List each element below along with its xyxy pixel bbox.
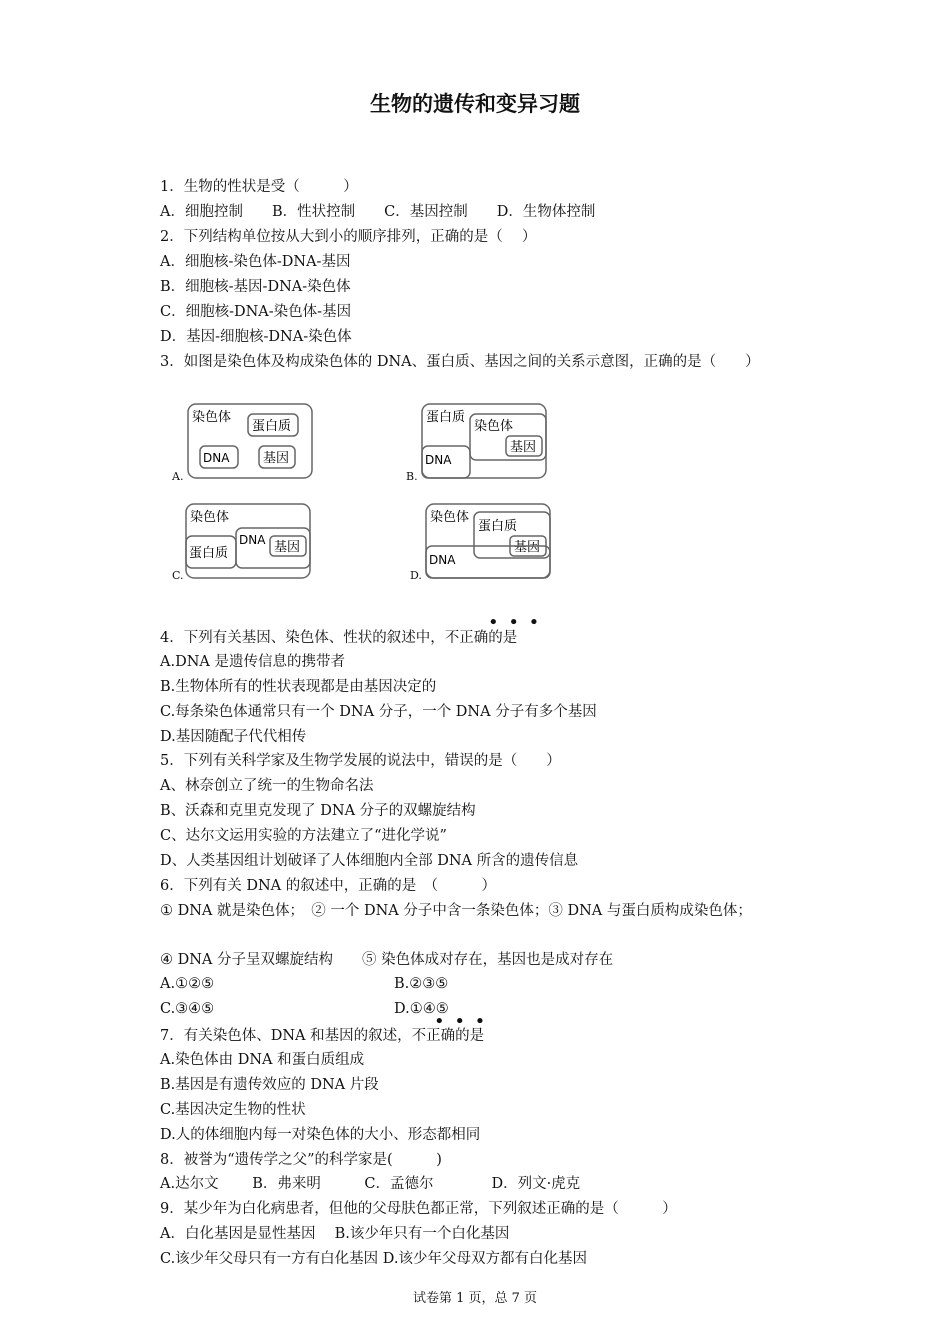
question-6-statements-2: ④ DNA 分子呈双螺旋结构 ⑤ 染色体成对存在，基因也是成对存在 bbox=[160, 952, 614, 968]
question-6-option-c: C.③④⑤ bbox=[160, 1001, 215, 1017]
emphasis-dots: • • • bbox=[434, 1011, 488, 1032]
label-gene: 基因 bbox=[274, 540, 301, 555]
label-dna: DNA bbox=[429, 553, 456, 567]
question-9-stem: 9．某少年为白化病患者，但他的父母肤色都正常，下列叙述正确的是（ ） bbox=[160, 1201, 677, 1217]
question-2-option-b: B．细胞核-基因-DNA-染色体 bbox=[160, 279, 351, 295]
label-gene: 基因 bbox=[263, 451, 290, 466]
question-7-option-b: B.基因是有遗传效应的 DNA 片段 bbox=[160, 1077, 379, 1093]
diagram-a-label: A. bbox=[172, 470, 184, 483]
label-chromosome: 染色体 bbox=[190, 510, 230, 525]
question-7-option-c: C.基因决定生物的性状 bbox=[160, 1102, 306, 1118]
question-7-option-d: D.人的体细胞内每一对染色体的大小、形态都相同 bbox=[160, 1127, 481, 1143]
question-8-options: A.达尔文 B．弗来明 C．孟德尔 D．列文·虎克 bbox=[160, 1176, 581, 1192]
label-protein: 蛋白质 bbox=[478, 519, 518, 534]
question-8-stem: 8．被誉为“遗传学之父”的科学家是( ) bbox=[160, 1152, 442, 1168]
question-4-stem: 4．下列有关基因、染色体、性状的叙述中，不正确的是 bbox=[160, 630, 518, 646]
question-6-option-b: B.②③⑤ bbox=[394, 976, 449, 992]
question-2-option-a: A．细胞核-染色体-DNA-基因 bbox=[160, 254, 351, 270]
question-5-option-b: B、沃森和克里克发现了 DNA 分子的双螺旋结构 bbox=[160, 803, 476, 819]
question-4-option-b: B.生物体所有的性状表现都是由基因决定的 bbox=[160, 679, 437, 695]
question-4-option-a: A.DNA 是遗传信息的携带者 bbox=[160, 654, 345, 670]
question-9-options-1: A．白化基因是显性基因 B.该少年只有一个白化基因 bbox=[160, 1226, 510, 1242]
question-6-option-d: D.①④⑤ bbox=[394, 1001, 449, 1017]
label-protein: 蛋白质 bbox=[189, 546, 229, 561]
question-6-statements-1: ① DNA 就是染色体； ② 一个 DNA 分子中含一条染色体；③ DNA 与蛋白质构成染色体； bbox=[160, 903, 752, 919]
emphasis-dots: • • • bbox=[488, 612, 542, 633]
label-gene: 基因 bbox=[514, 540, 541, 555]
diagram-a bbox=[186, 402, 316, 486]
label-dna: DNA bbox=[425, 453, 452, 467]
question-2-stem: 2．下列结构单位按从大到小的顺序排列，正确的是（ ） bbox=[160, 229, 537, 245]
question-4-option-c: C.每条染色体通常只有一个 DNA 分子，一个 DNA 分子有多个基因 bbox=[160, 704, 597, 720]
page-footer: 试卷第 1 页，总 7 页 bbox=[412, 1291, 538, 1306]
label-chromosome: 染色体 bbox=[192, 410, 232, 425]
diagram-d-label: D. bbox=[410, 569, 422, 582]
question-2-option-c: C．细胞核-DNA-染色体-基因 bbox=[160, 304, 352, 320]
question-1-options: A．细胞控制 B．性状控制 C．基因控制 D．生物体控制 bbox=[160, 204, 596, 220]
question-6-option-a: A.①②⑤ bbox=[160, 976, 215, 992]
question-5-option-c: C、达尔文运用实验的方法建立了“进化学说” bbox=[160, 828, 447, 844]
question-6-stem: 6．下列有关 DNA 的叙述中，正确的是 （ ） bbox=[160, 878, 496, 894]
label-dna: DNA bbox=[239, 533, 266, 547]
page-title: 生物的遗传和变异习题 bbox=[370, 92, 580, 116]
question-3-stem: 3．如图是染色体及构成染色体的 DNA、蛋白质、基因之间的关系示意图，正确的是（ ） bbox=[160, 354, 760, 370]
label-dna: DNA bbox=[203, 451, 230, 465]
label-protein: 蛋白质 bbox=[426, 410, 466, 425]
diagram-d bbox=[424, 502, 554, 586]
label-gene: 基因 bbox=[510, 440, 537, 455]
diagram-b bbox=[420, 402, 550, 486]
question-5-stem: 5．下列有关科学家及生物学发展的说法中，错误的是（ ） bbox=[160, 753, 561, 769]
question-5-option-a: A、林奈创立了统一的生物命名法 bbox=[160, 778, 374, 794]
question-7-stem: 7．有关染色体、DNA 和基因的叙述，不正确的是 bbox=[160, 1028, 485, 1044]
label-protein: 蛋白质 bbox=[252, 419, 292, 434]
question-1-stem: 1．生物的性状是受（ ） bbox=[160, 179, 358, 195]
diagram-c-label: C. bbox=[172, 569, 184, 582]
label-chromosome: 染色体 bbox=[474, 419, 514, 434]
diagram-b-label: B. bbox=[406, 470, 418, 483]
label-chromosome: 染色体 bbox=[430, 510, 470, 525]
question-5-option-d: D、人类基因组计划破译了人体细胞内全部 DNA 所含的遗传信息 bbox=[160, 853, 579, 869]
question-7-option-a: A.染色体由 DNA 和蛋白质组成 bbox=[160, 1052, 365, 1068]
diagram-c bbox=[184, 502, 314, 586]
question-2-option-d: D．基因-细胞核-DNA-染色体 bbox=[160, 329, 352, 345]
question-4-option-d: D.基因随配子代代相传 bbox=[160, 729, 307, 745]
question-9-options-2: C.该少年父母只有一方有白化基因 D.该少年父母双方都有白化基因 bbox=[160, 1251, 588, 1267]
